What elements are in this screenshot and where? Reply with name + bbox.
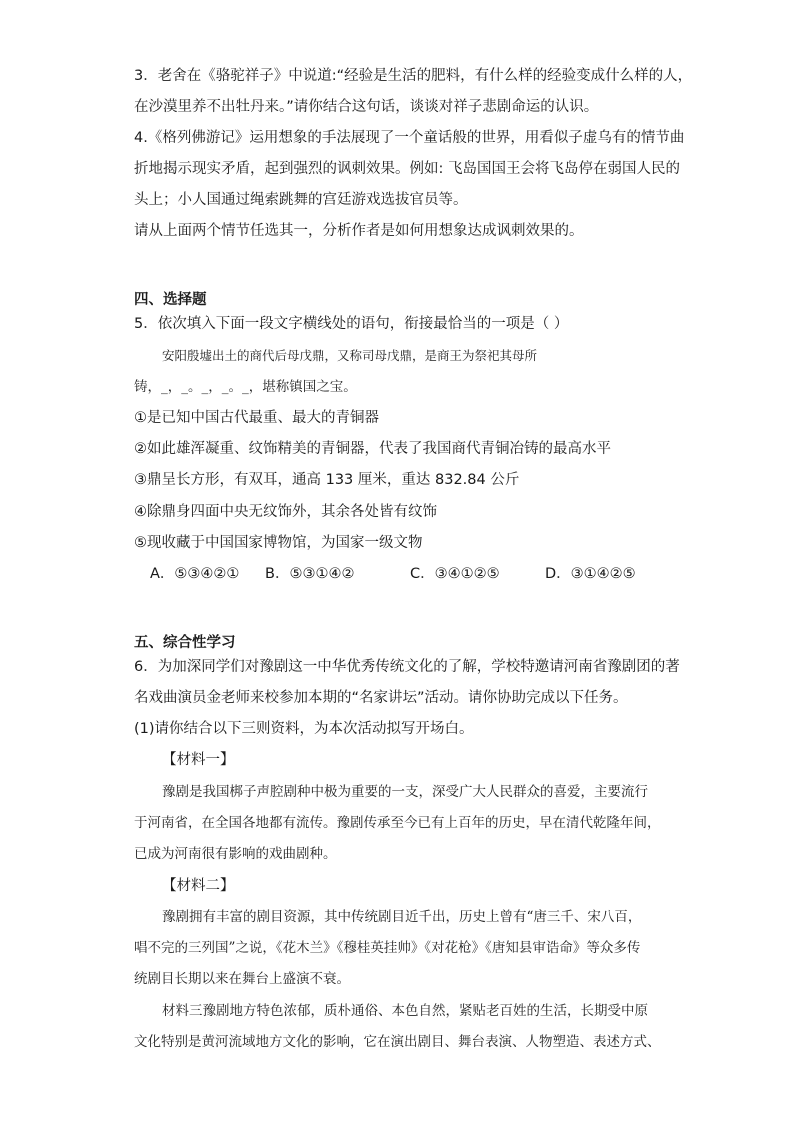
material-2-line-3: 统剧目长期以来在舞台上盛演不衰。 (134, 971, 350, 987)
material-1-title: 【材料一】 (162, 752, 235, 768)
choice-d: D．③①④②⑤ (545, 566, 636, 582)
q6-line-2: 名戏曲演员金老师来校参加本期的“名家讲坛”活动。请你协助完成以下任务。 (134, 690, 628, 706)
q5-stem: 5．依次填入下面一段文字横线处的语句，衔接最恰当的一项是（ ） (134, 316, 569, 332)
q4-line-3: 头上；小人国通过绳索跳舞的宫廷游戏选拔官员等。 (134, 192, 468, 208)
q3-line-1: 3．老舍在《骆驼祥子》中说道:“经验是生活的肥料，有什么样的经验变成什么样的人， (134, 68, 693, 84)
material-2-line-1: 豫剧拥有丰富的剧目资源，其中传统剧目近千出，历史上曾有“唐三千、宋八百， (162, 909, 642, 925)
q5-passage-1: 安阳殷墟出土的商代后母戊鼎，又称司母戊鼎，是商王为祭祀其母所 (162, 348, 538, 363)
q5-passage-2: 铸，_，_。_，_。_，堪称镇国之宝。 (134, 379, 357, 395)
material-3-line-1: 材料三豫剧地方特色浓郁，质朴通俗、本色自然，紧贴老百姓的生活，长期受中原 (162, 1003, 648, 1019)
q5-option-4: ④除鼎身四面中央无纹饰外，其余各处皆有纹饰 (134, 504, 437, 520)
material-3-line-2: 文化特别是黄河流域地方文化的影响，它在演出剧目、舞台表演、人物塑造、表述方式、 (134, 1034, 661, 1050)
q6-task-1: (1)请你结合以下三则资料，为本次活动拟写开场白。 (134, 721, 474, 737)
material-2-title: 【材料二】 (162, 878, 235, 894)
q5-option-1: ①是已知中国古代最重、最大的青铜器 (134, 410, 379, 426)
q4-line-4: 请从上面两个情节任选其一，分析作者是如何用想象达成讽刺效果的。 (134, 223, 584, 239)
choice-b: B．⑤③①④② (265, 566, 355, 582)
choice-c: C．③④①②⑤ (410, 566, 500, 582)
section-5-heading: 五、综合性学习 (134, 635, 236, 651)
q3-line-2: 在沙漠里养不出牡丹来。”请你结合这句话，谈谈对祥子悲剧命运的认识。 (134, 99, 599, 115)
material-1-line-2: 于河南省，在全国各地都有流传。豫剧传承至今已有上百年的历史，早在清代乾隆年间， (134, 815, 661, 831)
q5-choices (150, 564, 636, 584)
q6-line-1: 6．为加深同学们对豫剧这一中华优秀传统文化的了解，学校特邀请河南省豫剧团的著 (134, 659, 680, 675)
q4-line-1: 4.《格列佛游记》运用想象的手法展现了一个童话般的世界，用看似子虚乌有的情节曲 (134, 130, 685, 146)
q5-option-5: ⑤现收藏于中国国家博物馆，为国家一级文物 (134, 535, 423, 551)
choice-a: A．⑤③④②① (150, 566, 240, 582)
q4-line-2: 折地揭示现实矛盾，起到强烈的讽刺效果。例如: 飞岛国国王会将飞岛停在弱国人民的 (134, 161, 680, 177)
q5-option-3: ③鼎呈长方形，有双耳，通高 133 厘米，重达 832.84 公斤 (134, 472, 520, 488)
q5-option-2: ②如此雄浑凝重、纹饰精美的青铜器，代表了我国商代青铜冶铸的最高水平 (134, 441, 611, 457)
material-1-line-3: 已成为河南很有影响的戏曲剧种。 (134, 846, 337, 862)
material-2-line-2: 唱不完的三列国”之说，《花木兰》《穆桂英挂帅》《对花枪》《唐知县审诰命》等众多传 (134, 940, 641, 956)
material-1-line-1: 豫剧是我国梆子声腔剧种中极为重要的一支，深受广大人民群众的喜爱，主要流行 (162, 784, 648, 800)
section-4-heading: 四、选择题 (134, 292, 207, 308)
